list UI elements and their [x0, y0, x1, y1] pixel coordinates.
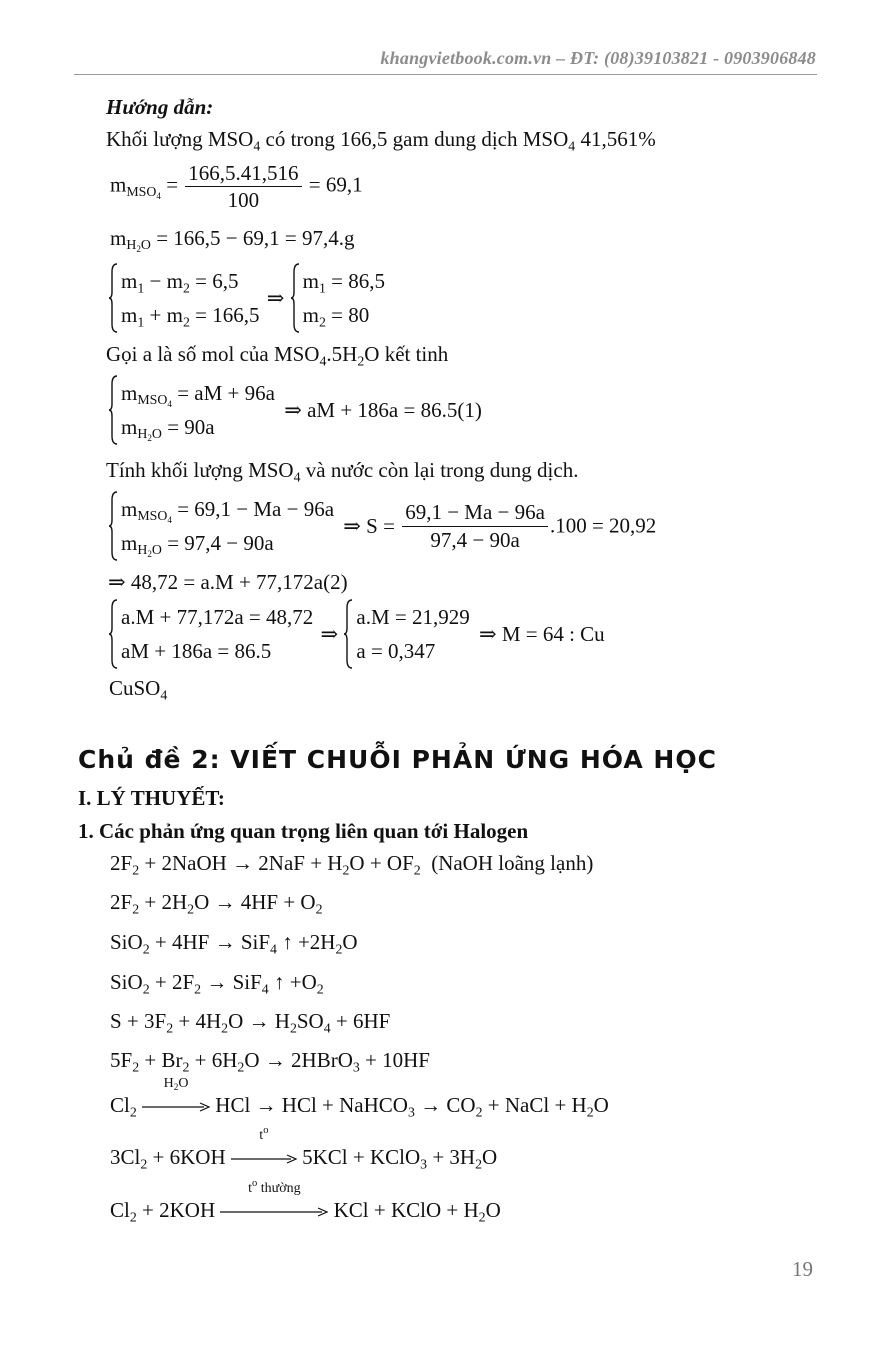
page-header: khangvietbook.com.vn – ĐT: (08)39103821 - 0903906848	[380, 48, 816, 68]
eq-48-72: ⇒ 48,72 = a.M + 77,172a(2)	[108, 570, 348, 594]
brace-icon	[108, 374, 118, 446]
reaction-1: $2F_2$ + 2NaOH → $2NaF + H_2O + OF_2$ (NaOH loãng lạnh)	[110, 851, 594, 878]
section-heading: I. LÝ THUYẾT:	[78, 786, 225, 810]
guide-line-mol: Gọi a là số mol của $MSO_4.5H_2O$ kết tinh	[106, 342, 449, 369]
reaction-6: $5F_2 + Br_2 + 6H_2O$ → 2HBrO$_3$ + 10HF	[110, 1048, 430, 1075]
system-final: a.M + 77,172a = 48,72 aM + 186a = 86.5 ⇒ a.M = 21,929 a = 0,347 ⇒ M = 64 : Cu	[110, 600, 605, 668]
reaction-4: $SiO_2 + 2F_2 \to SiF_4$ ↑ $+O_2$	[110, 970, 324, 997]
system-crystal: $m_{MSO_4}$ = aM + 96a $m_{H_2O} = 90a$ ⇒ aM + 186a = 86.5(1)	[110, 376, 482, 444]
brace-icon	[108, 262, 118, 334]
reaction-5: $S + 3F_2 + 4H_2O \to H_2SO_4 + 6HF$	[110, 1009, 391, 1036]
reaction-9: $Cl_2 + 2KOH$ $t^o$ thường KCl + KClO + $H_2O$	[110, 1178, 501, 1225]
system-m1-m2: $m_1 - m_2 = 6,5$ $m_1 + m_2 = 166,5$ ⇒ $m_1 = 86,5$ $m_2 = 80$	[110, 264, 385, 332]
arrow-heat: $t^o$	[231, 1147, 297, 1168]
guide-line-mass: Khối lượng $MSO_4$ có trong 166,5 gam dung dịch $MSO_4$ 41,561%	[106, 127, 656, 154]
brace-icon	[343, 598, 353, 670]
answer-cuso4: CuSO$_4$	[109, 676, 168, 703]
guide-line-remaining: Tính khối lượng $MSO_4$ và nước còn lại trong dung dịch.	[106, 458, 579, 485]
arrow-room-temp: $t^o$ thường	[220, 1200, 328, 1221]
topic-title: Chủ đề 2: VIẾT CHUỖI PHẢN ỨNG HÓA HỌC	[78, 745, 717, 774]
brace-icon	[108, 598, 118, 670]
arrow-h2o: $H_2O$	[142, 1095, 210, 1116]
eq-mass-mso4: $m_{MSO_4}$ = $\frac{166,5.41,516}{100}$ = 69,1	[110, 161, 363, 213]
subsection-heading: 1. Các phản ứng quan trọng liên quan tới Halogen	[78, 819, 529, 843]
reaction-8: $3Cl_2 + 6KOH$ $t^o$ 5KCl + KClO$_3$ + $3H_2O$	[110, 1125, 498, 1172]
system-remaining: $m_{MSO_4} = 69,1 - Ma - 96a$ $m_{H_2O} = 97,4 - 90a$ ⇒ S = $\frac{69,1 - Ma - 96a}{97,4 - 90a}$ .100 = 20,92	[110, 492, 656, 560]
reaction-2: $2F_2 + 2H_2O \to 4HF + O_2$	[110, 890, 323, 917]
reaction-7: $Cl_2$ $H_2O$ HCl → HCl + NaHCO$_3$ → $CO_2$ + NaCl + $H_2O$	[110, 1076, 609, 1120]
eq-mass-water: $m_{H_2O} = 166,5 - 69,1 = 97,4.g$	[110, 226, 355, 255]
page-number: 19	[792, 1257, 813, 1281]
brace-icon	[290, 262, 300, 334]
guide-heading: Hướng dẫn:	[106, 95, 214, 119]
header-rule	[74, 74, 817, 75]
reaction-3: SiO$_2$ + 4HF → SiF$_4$ ↑ $+2H_2O$	[110, 930, 358, 957]
brace-icon	[108, 490, 118, 562]
